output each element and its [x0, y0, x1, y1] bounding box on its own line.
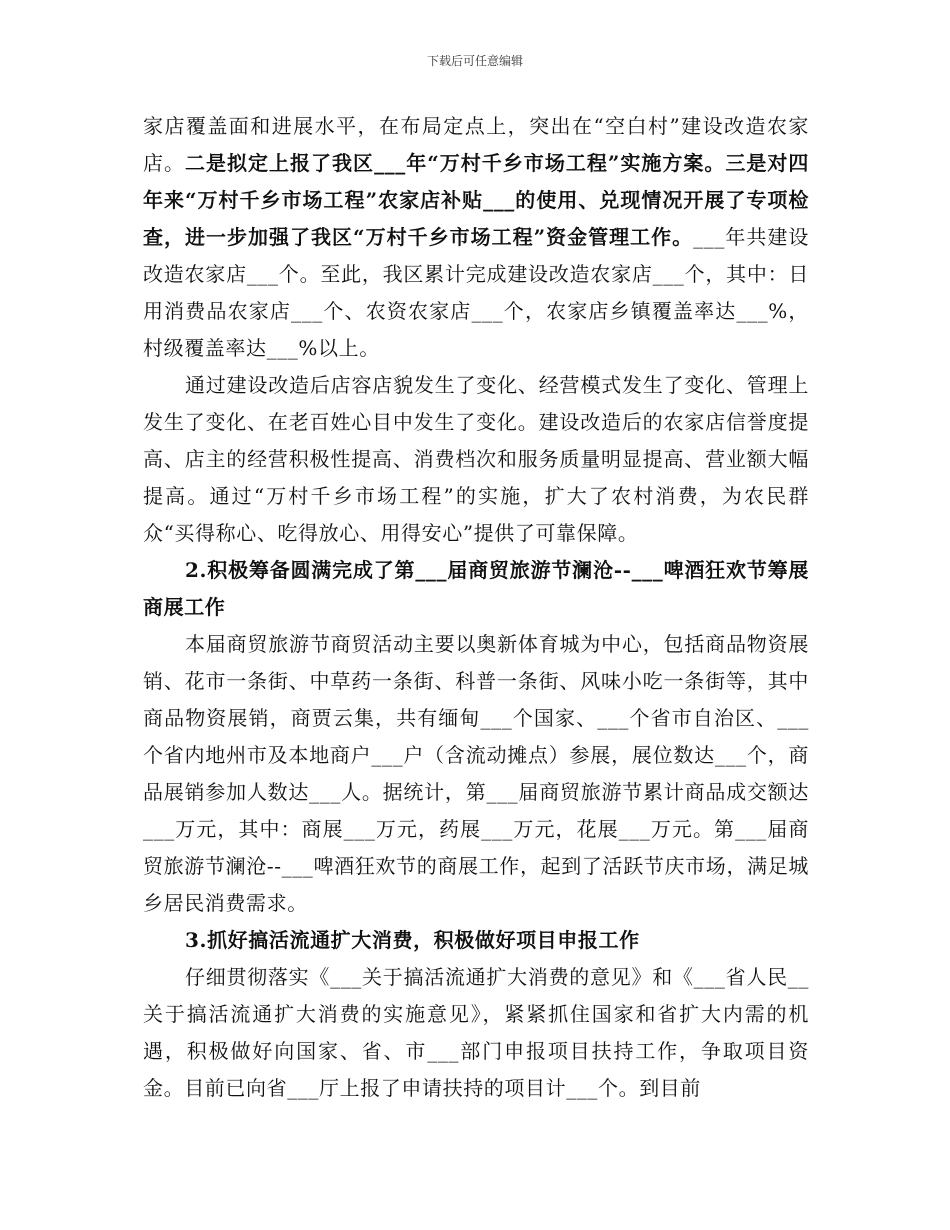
- document-body: [143, 108, 809, 1107]
- section-heading-3: 3.抓好搞活流通扩大消费，积极做好项目申报工作: [185, 928, 640, 952]
- paragraph-2: 通过建设改造后店容店貌发生了变化、经营模式发生了变化、管理上发生了变化、在老百姓心目中发生了变化。建设改造后的农家店信誉度提高、店主的经营积极性提高、消费档次和服务质量明显提高、营业额大幅提高。通过“万村千乡市场工程”的实施，扩大了农村消费，为农民群众“买得称心、吃得放心、用得安心”提供了可靠保障。: [143, 373, 809, 545]
- paragraph-4: 仔细贯彻落实《___关于搞活流通扩大消费的意见》和《___省人民__关于搞活流通扩大消费的实施意见》，紧紧抓住国家和省扩大内需的机遇，积极做好向国家、省、市___部门申报项目扶持工作，争取项目资金。目前已向省___厅上报了申请扶持的项目计___个。到目前: [143, 965, 809, 1100]
- paragraph-1-text-a: 家店覆盖面和进展水平，在布局定点上，突出在“空白村”建设改造农家店。: [143, 114, 809, 175]
- paragraph-1: [143, 108, 809, 367]
- paragraph-1-bold-text: 二是拟定上报了我区___年“万村千乡市场工程”实施方案。三是对四年来“万村千乡市场工程”农家店补贴___的使用、兑现情况开展了专项检查，进一步加强了我区“万村千乡市场工程”资金管理工作。: [143, 151, 809, 249]
- paragraph-3: 本届商贸旅游节商贸活动主要以奥新体育城为中心，包括商品物资展销、花市一条街、中草药一条街、科普一条街、风味小吃一条街等，其中商品物资展销，商贾云集，共有缅甸___个国家、___个省市自治区、___个省内地州市及本地商户___户（含流动摊点）参展，展位数达___个，商品展销参加人数达___人。据统计，第___届商贸旅游节累计商品成交额达___万元，其中：商展___万元，药展___万元，花展___万元。第___届商贸旅游节澜沧--___啤酒狂欢节的商展工作，起到了活跃节庆市场，满足城乡居民消费需求。: [143, 632, 809, 915]
- paragraph-1-text-b: ___年共建设改造农家店___个。至此，我区累计完成建设改造农家店___个，其中：日用消费品农家店___个、农资农家店___个，农家店乡镇覆盖率达___%，村级覆盖率达___%以上。: [143, 225, 809, 360]
- page-header: 下载后可任意编辑: [426, 54, 523, 68]
- section-heading-2: 2.积极筹备圆满完成了第___届商贸旅游节澜沧--___啤酒狂欢节筹展商展工作: [143, 558, 809, 619]
